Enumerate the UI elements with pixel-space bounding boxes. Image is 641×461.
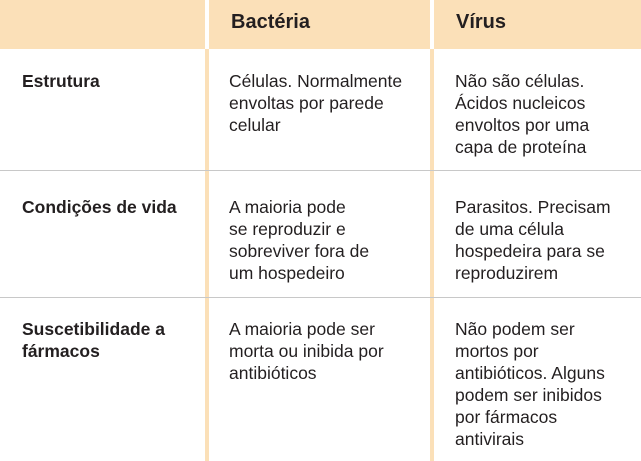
cell-text: A maioria pode ser morta ou inibida por antibióticos: [229, 319, 384, 383]
cell-text: Células. Normalmente envoltas por parede celular: [229, 71, 403, 135]
cell-bacteria-living-conditions: [229, 196, 429, 284]
row-label-drug-susceptibility: [22, 318, 202, 362]
cell-bacteria-structure: [229, 70, 429, 136]
row-label-text: Suscetibilidade a fármacos: [22, 319, 165, 361]
cell-bacteria-drug-susceptibility: [229, 318, 429, 384]
cell-text: Parasitos. Precisam de uma célula hospedeira para se reproduzirem: [455, 197, 611, 283]
column-separator-1: [205, 49, 209, 461]
column-separator-2: [430, 49, 434, 461]
cell-text: Não podem ser mortos por antibióticos. Alguns podem ser inibidos por fármacos antivirais: [455, 319, 605, 449]
cell-text: A maioria pode se reproduzir e sobreviver fora de um hospedeiro: [229, 197, 370, 283]
row-label-structure: [22, 70, 202, 92]
header-cell-virus: [434, 0, 641, 49]
header-bacteria-label: Bactéria: [231, 11, 310, 33]
cell-virus-structure: [455, 70, 641, 158]
header-virus-label: Vírus: [456, 11, 507, 33]
row-divider-2: [0, 297, 641, 298]
cell-virus-living-conditions: [455, 196, 641, 284]
row-label-text: Condições de vida: [22, 197, 177, 217]
header-cell-empty: [0, 0, 205, 49]
row-label-living-conditions: [22, 196, 202, 218]
cell-virus-drug-susceptibility: [455, 318, 641, 450]
row-label-text: Estrutura: [22, 71, 100, 91]
row-divider-1: [0, 170, 641, 171]
cell-text: Não são células. Ácidos nucleicos envoltos por uma capa de proteína: [455, 71, 590, 157]
header-cell-bacteria: [209, 0, 430, 49]
